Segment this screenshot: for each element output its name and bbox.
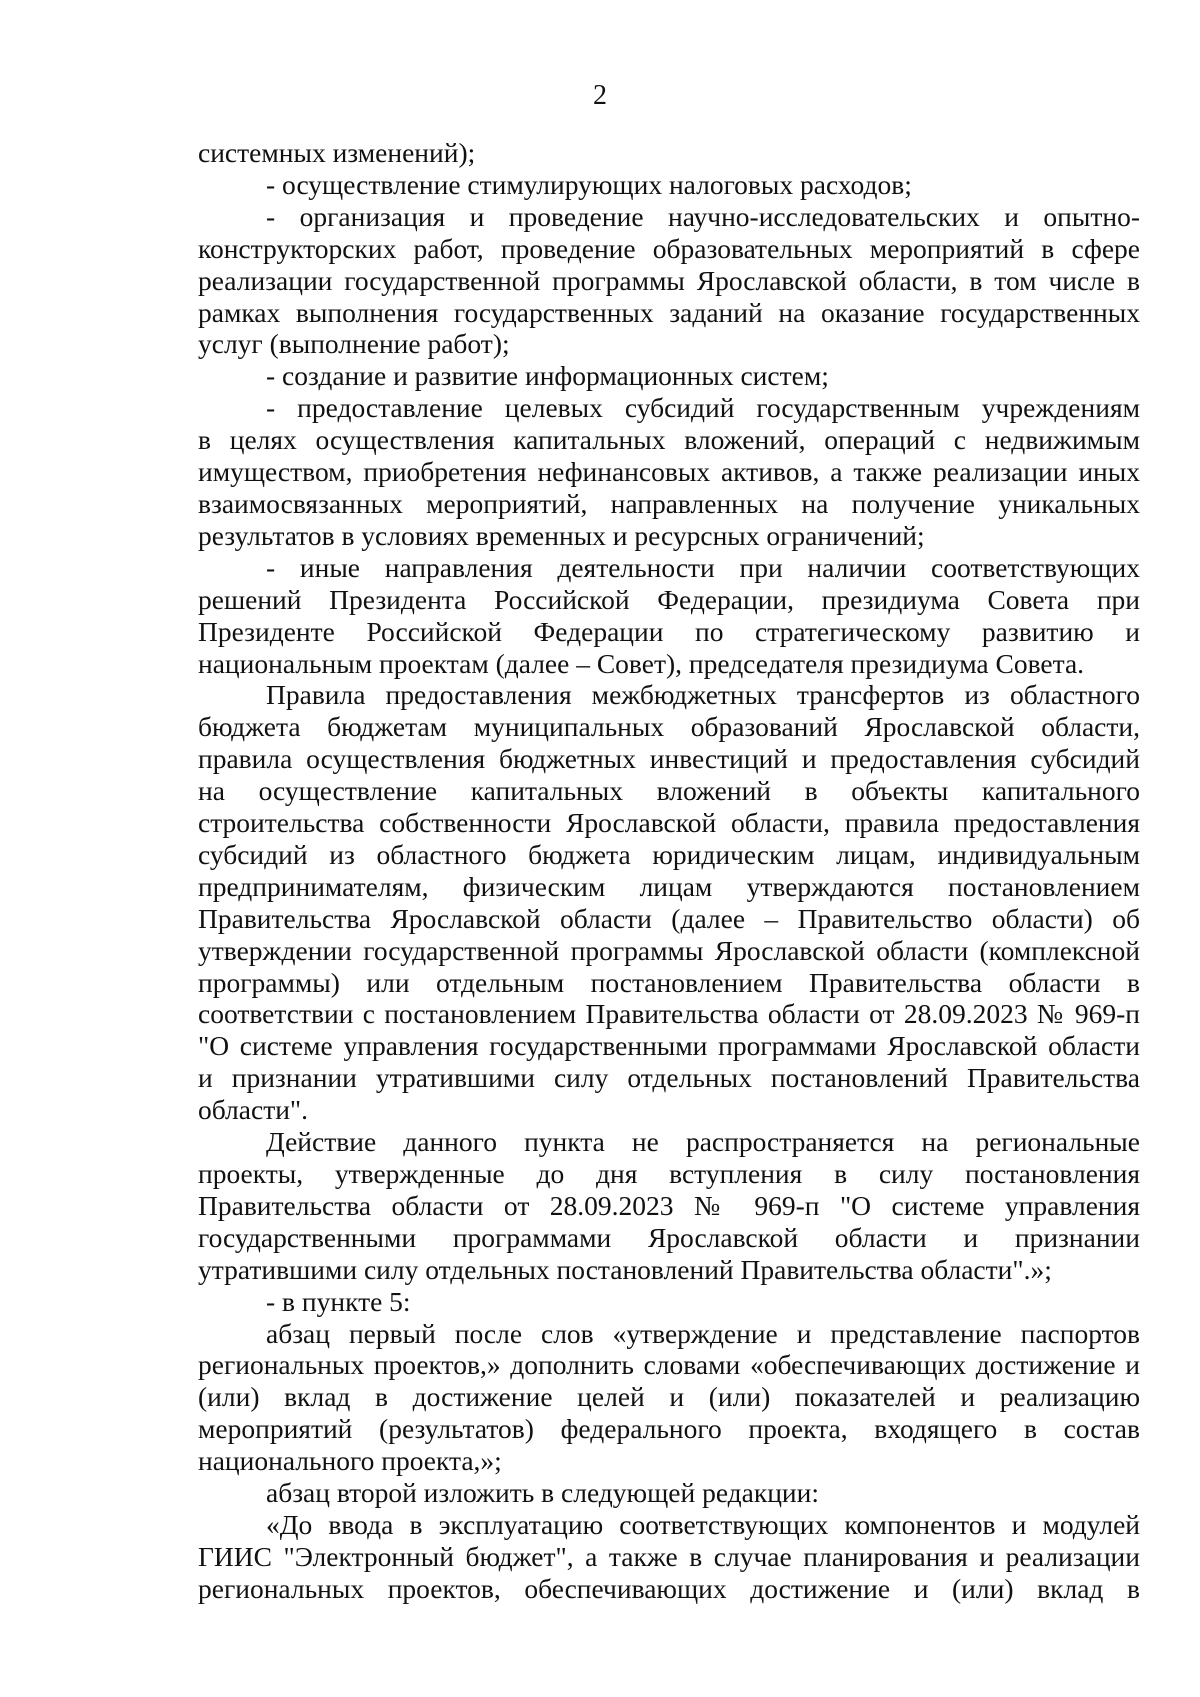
text-line: Действие данного пункта не распространяется на региональные [266, 1126, 1140, 1158]
text-line: абзац первый после слов «утверждение и представление паспортов [266, 1317, 1140, 1349]
text-line: - иные направления деятельности при наличии соответствующих [266, 551, 1140, 583]
text-line: программы) или отдельным постановлением Правительства области в [198, 966, 1140, 998]
text-line: региональных проектов, обеспечивающих достижение и (или) вклад в [198, 1572, 1140, 1604]
text-line: региональных проектов,» дополнить словами «обеспечивающих достижение и [198, 1349, 1140, 1381]
text-line: - организация и проведение научно-исследовательских и опытно- [266, 200, 1140, 232]
text-line: мероприятий (результатов) федерального проекта, входящего в состав [198, 1413, 1140, 1445]
text-line: (или) вклад в достижение целей и (или) показателей и реализацию [198, 1381, 1140, 1413]
text-line: - предоставление целевых субсидий государственным учреждениям [266, 392, 1140, 424]
text-line: правила осуществления бюджетных инвестиций и предоставления субсидий [198, 743, 1140, 775]
text-line: субсидий из областного бюджета юридическим лицам, индивидуальным [198, 838, 1140, 870]
text-line: национальным проектам (далее – Совет), председателя президиума Совета. [198, 647, 1085, 679]
text-line: проекты, утвержденные до дня вступления в силу постановления [198, 1158, 1140, 1189]
text-line: и признании утратившими силу отдельных постановлений Правительства [198, 1062, 1140, 1094]
text-line: национального проекта,»; [198, 1445, 502, 1477]
text-line: услуг (выполнение работ); [198, 328, 510, 360]
text-line: строительства собственности Ярославской области, правила предоставления [198, 807, 1140, 839]
text-line: системных изменений); [198, 137, 476, 168]
text-line: государственными программами Ярославской области и признании [198, 1221, 1140, 1253]
text-line: ГИИС "Электронный бюджет", а также в случае планирования и реализации [198, 1540, 1140, 1572]
text-line: абзац второй изложить в следующей редакции: [266, 1477, 820, 1509]
text-line: Президенте Российской Федерации по стратегическому развитию и [198, 615, 1140, 647]
text-line: рамках выполнения государственных заданий на оказание государственных [198, 296, 1140, 328]
text-line: "О системе управления государственными программами Ярославской области [198, 1030, 1140, 1062]
text-line: - осуществление стимулирующих налоговых расходов; [266, 168, 912, 200]
text-line: бюджета бюджетам муниципальных образований Ярославской области, [198, 711, 1140, 743]
text-line: - создание и развитие информационных систем; [266, 360, 829, 392]
text-line: в целях осуществления капитальных вложений, операций с недвижимым [198, 424, 1140, 456]
text-line: конструкторских работ, проведение образовательных мероприятий в сфере [198, 232, 1140, 264]
page-number: 2 [593, 80, 607, 111]
text-line: реализации государственной программы Ярославской области, в том числе в [198, 264, 1140, 296]
text-line: Правила предоставления межбюджетных трансфертов из областного [266, 679, 1140, 711]
text-line: соответствии с постановлением Правительства области от 28.09.2023 № 969-п [198, 998, 1140, 1030]
document-text [198, 137, 1140, 1605]
text-line: решений Президента Российской Федерации, президиума Совета при [198, 583, 1140, 615]
text-line: Правительства Ярославской области (далее – Правительство области) об [198, 902, 1140, 934]
text-line: взаимосвязанных мероприятий, направленных на получение уникальных [198, 487, 1140, 519]
text-line: «До ввода в эксплуатацию соответствующих компонентов и модулей [266, 1508, 1140, 1540]
text-line: утверждении государственной программы Ярославской области (комплексной [198, 934, 1140, 966]
text-line: Правительства области от 28.09.2023 № 969-п "О системе управления [198, 1189, 1140, 1221]
text-line: области". [198, 1094, 309, 1126]
text-line: на осуществление капитальных вложений в объекты капитального [198, 775, 1140, 807]
text-line: - в пункте 5: [266, 1285, 411, 1317]
text-line: результатов в условиях временных и ресурсных ограничений; [198, 519, 925, 551]
text-line: утратившими силу отдельных постановлений Правительства области".»; [198, 1253, 1052, 1285]
text-line: предпринимателям, физическим лицам утверждаются постановлением [198, 870, 1140, 902]
text-line: имуществом, приобретения нефинансовых активов, а также реализации иных [198, 456, 1140, 488]
